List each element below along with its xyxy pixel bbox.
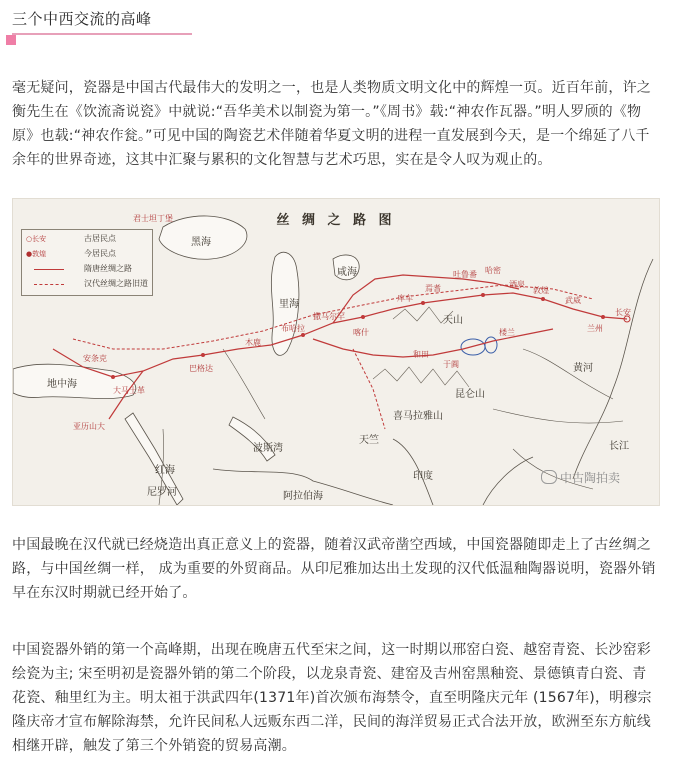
paragraph-export-peaks: 中国瓷器外销的第一个高峰期，出现在晚唐五代至宋之间，这一时期以邢窑白瓷、越窑青瓷、长沙窑彩绘瓷为主; 宋至明初是瓷器外销的第二个阶段，以龙泉青瓷、建窑及吉州窑黑釉瓷、景德镇青白瓷、青花瓷、釉里红为主。明太祖于洪武四年(1371年)首次颁布海禁令，直至明隆庆元年 (1567年)，明穆宗隆庆帝才宣布解除海禁，允许民间私人远贩东西二洋，民间的海洋贸易正式合法开放，欧洲至东方航线相继开辟，触发了第三个外销瓷的贸易高潮。 (12, 642, 652, 754)
place-label: 巴格达 (189, 364, 213, 373)
place-label: 喀什 (353, 328, 369, 337)
legend-row-sui-tang: 隋唐丝绸之路 (26, 263, 150, 275)
region-label: 里海 (279, 299, 299, 310)
region-label: 波斯湾 (253, 443, 283, 454)
region-label: 地中海 (47, 379, 77, 390)
wechat-icon (541, 470, 557, 484)
legend-row-han: 汉代丝绸之路旧道 (26, 278, 150, 290)
title-accent-block (6, 35, 16, 45)
place-label: 于阗 (443, 360, 459, 369)
region-label: 喜马拉雅山 (393, 411, 443, 422)
region-label: 印度 (413, 471, 433, 482)
legend-row-ancient: ○长安 古居民点 (26, 234, 116, 243)
place-label: 布哈拉 (281, 324, 305, 333)
place-label: 吐鲁番 (453, 270, 477, 279)
place-label: 长安 (615, 308, 631, 317)
place-label: 焉耆 (425, 284, 441, 293)
place-label: 安条克 (83, 354, 107, 363)
legend-row-modern: ●敦煌 今居民点 (26, 249, 116, 258)
region-label: 尼罗河 (147, 487, 177, 498)
region-label: 天竺 (359, 435, 379, 446)
place-label: 亚历山大 (73, 422, 105, 431)
map-legend (21, 229, 153, 296)
region-label: 阿拉伯海 (283, 491, 323, 502)
place-label: 兰州 (587, 324, 603, 333)
place-label: 和田 (413, 350, 429, 359)
region-label: 黑海 (191, 237, 211, 248)
silk-road-map (12, 198, 660, 506)
place-label: 库车 (397, 294, 413, 303)
place-label: 大马士革 (113, 386, 145, 395)
region-label: 黄河 (573, 363, 593, 374)
paragraph-intro: 毫无疑问，瓷器是中国古代最伟大的发明之一，也是人类物质文明文化中的辉煌一页。近百年前，许之衡先生在《饮流斋说瓷》中就说:“吾华美术以制瓷为第一。”《周书》载:“神农作瓦器。”明人罗颀的《物原》也载:“神农作瓮。”可见中国的陶瓷艺术伴随着华夏文明的进程一直发展到今天，是一个绵延了八千余年的世界奇迹，这其中汇聚与累积的文化智慧与艺术巧思，实在是令人叹为观止的。 (12, 80, 651, 168)
region-label: 红海 (155, 465, 175, 476)
place-label: 敦煌 (533, 286, 549, 295)
place-label: 君士坦丁堡 (133, 214, 173, 223)
region-label: 咸海 (337, 267, 357, 278)
place-label: 楼兰 (499, 328, 515, 337)
place-label: 酒泉 (509, 280, 525, 289)
place-label: 撒马尔罕 (313, 312, 345, 321)
paragraph-han-export: 中国最晚在汉代就已经烧造出真正意义上的瓷器，随着汉武帝凿空西域，中国瓷器随即走上了古丝绸之路，与中国丝绸一样， 成为重要的外贸商品。从印尼雅加达出土发现的汉代低温釉陶器说明，瓷器外销早在东汉时期就已经开始了。 (12, 537, 656, 601)
region-label: 长江 (609, 441, 629, 452)
title-underline (12, 33, 192, 35)
article-header (0, 0, 673, 48)
section-title: 三个中西交流的高峰 (12, 10, 152, 28)
region-label: 昆仑山 (455, 389, 485, 400)
place-label: 哈密 (485, 266, 501, 275)
watermark: 中古陶拍卖 (541, 469, 620, 486)
place-label: 木鹿 (245, 338, 261, 347)
map-title: 丝 绸 之 路 图 (276, 213, 396, 228)
region-label: 天山 (443, 315, 463, 326)
place-label: 武威 (565, 296, 581, 305)
